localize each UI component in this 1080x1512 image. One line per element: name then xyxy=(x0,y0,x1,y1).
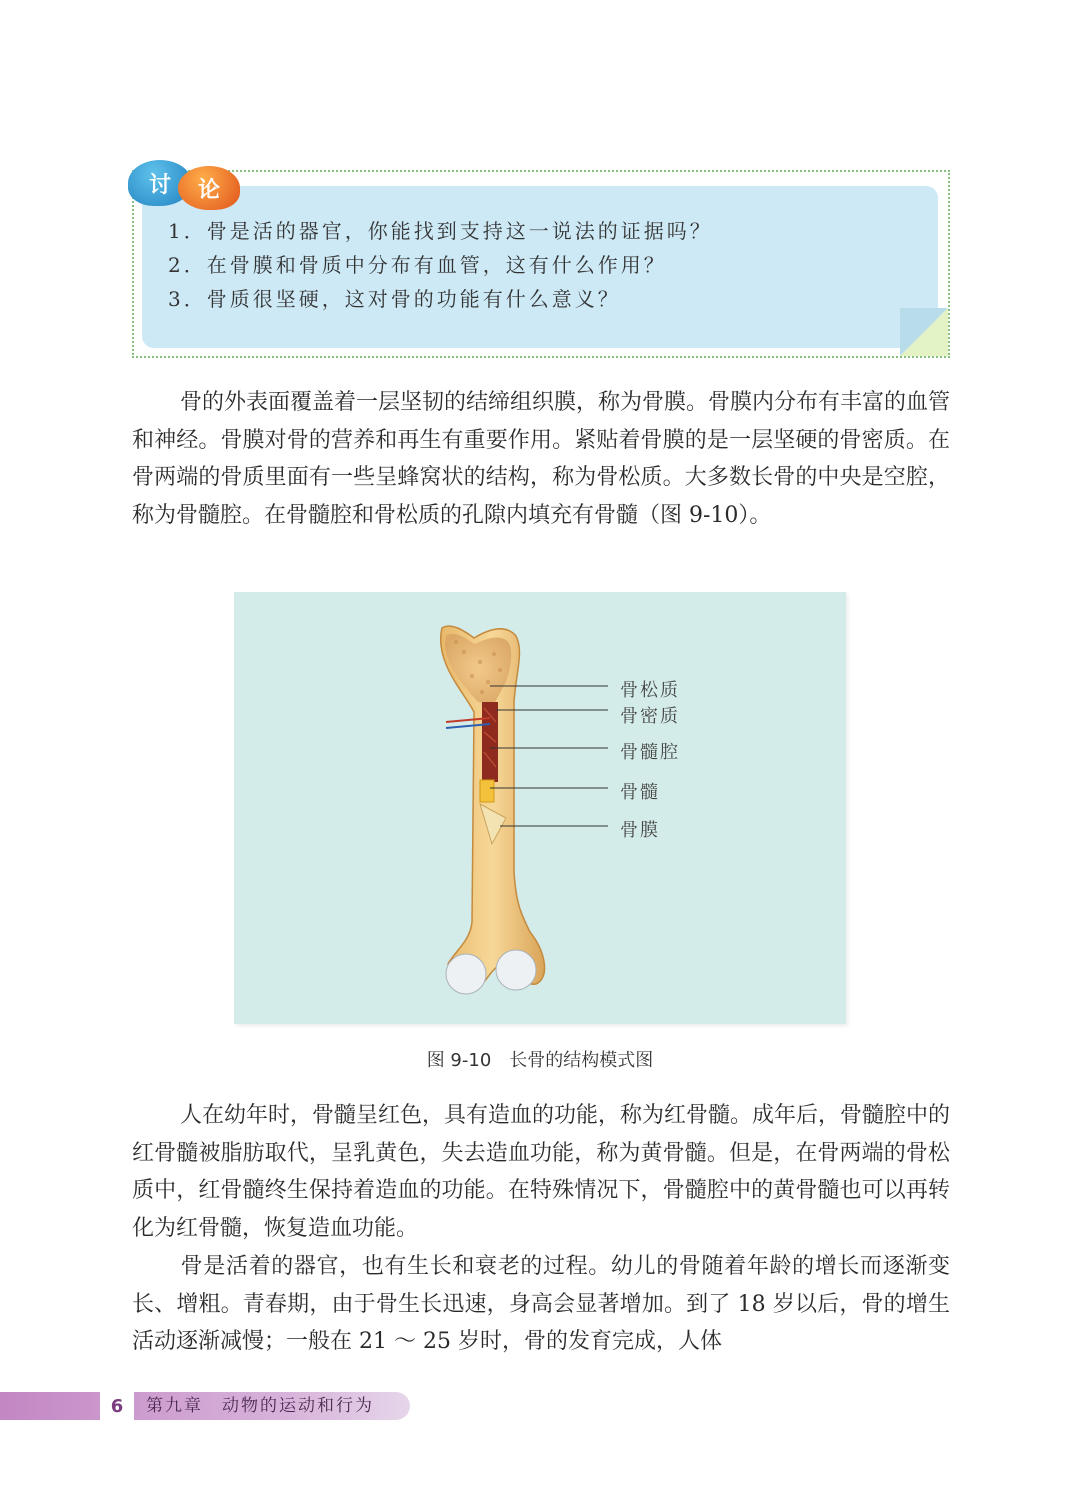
badge-right-text: 论 xyxy=(197,176,220,203)
paragraph-bone-growth xyxy=(132,1248,950,1361)
label-marrow-cavity: 骨髓腔 xyxy=(620,742,680,763)
label-compact-bone: 骨密质 xyxy=(620,706,680,727)
chapter-title: 第九章 动物的运动和行为 xyxy=(146,1396,374,1416)
label-bone-marrow: 骨髓 xyxy=(620,782,660,803)
discussion-questions xyxy=(168,214,713,316)
yellow-marrow xyxy=(480,780,494,802)
question-1: 1．骨是活的器官，你能找到支持这一说法的证据吗？ xyxy=(168,219,713,243)
paragraph-marrow xyxy=(132,1097,950,1247)
figure-long-bone xyxy=(234,592,846,1024)
question-3: 3．骨质很坚硬，这对骨的功能有什么意义？ xyxy=(168,287,621,311)
page-number: 6 xyxy=(100,1392,134,1420)
badge-left-text: 讨 xyxy=(148,171,171,198)
paragraph-bone-structure xyxy=(132,384,950,534)
right-condyle xyxy=(496,950,536,990)
figure-caption: 图 9-10 长骨的结构模式图 xyxy=(426,1050,654,1071)
question-2: 2．在骨膜和骨质中分布有血管，这有什么作用？ xyxy=(168,253,667,277)
long-bone-illustration xyxy=(234,592,846,1024)
left-condyle xyxy=(446,954,486,994)
paragraph-3-text: 骨是活着的器官，也有生长和衰老的过程。幼儿的骨随着年龄的增长而逐渐变长、增粗。青春期，由于骨生长迅速，身高会显著增加。到了 18 岁以后，骨的增生活动逐渐减慢；一般在 21 ～ 25 岁时，骨的发育完成，人体 xyxy=(132,1254,950,1354)
label-periosteum: 骨膜 xyxy=(620,820,660,841)
paragraph-1-text: 骨的外表面覆盖着一层坚韧的结缔组织膜，称为骨膜。骨膜内分布有丰富的血管和神经。骨膜对骨的营养和再生有重要作用。紧贴着骨膜的是一层坚硬的骨密质。在骨两端的骨质里面有一些呈蜂窝状的结构，称为骨松质。大多数长骨的中央是空腔，称为骨髓腔。在骨髓腔和骨松质的孔隙内填充有骨髓（图 9-10）。 xyxy=(132,390,951,528)
label-spongy-bone: 骨松质 xyxy=(620,680,680,701)
paragraph-2-text: 人在幼年时，骨髓呈红色，具有造血的功能，称为红骨髓。成年后，骨髓腔中的红骨髓被脂肪取代，呈乳黄色，失去造血功能，称为黄骨髓。但是，在骨两端的骨松质中，红骨髓终生保持着造血的功能。在特殊情况下，骨髓腔中的黄骨髓也可以再转化为红骨髓，恢复造血功能。 xyxy=(132,1103,951,1241)
discussion-badge-orange xyxy=(178,166,240,210)
